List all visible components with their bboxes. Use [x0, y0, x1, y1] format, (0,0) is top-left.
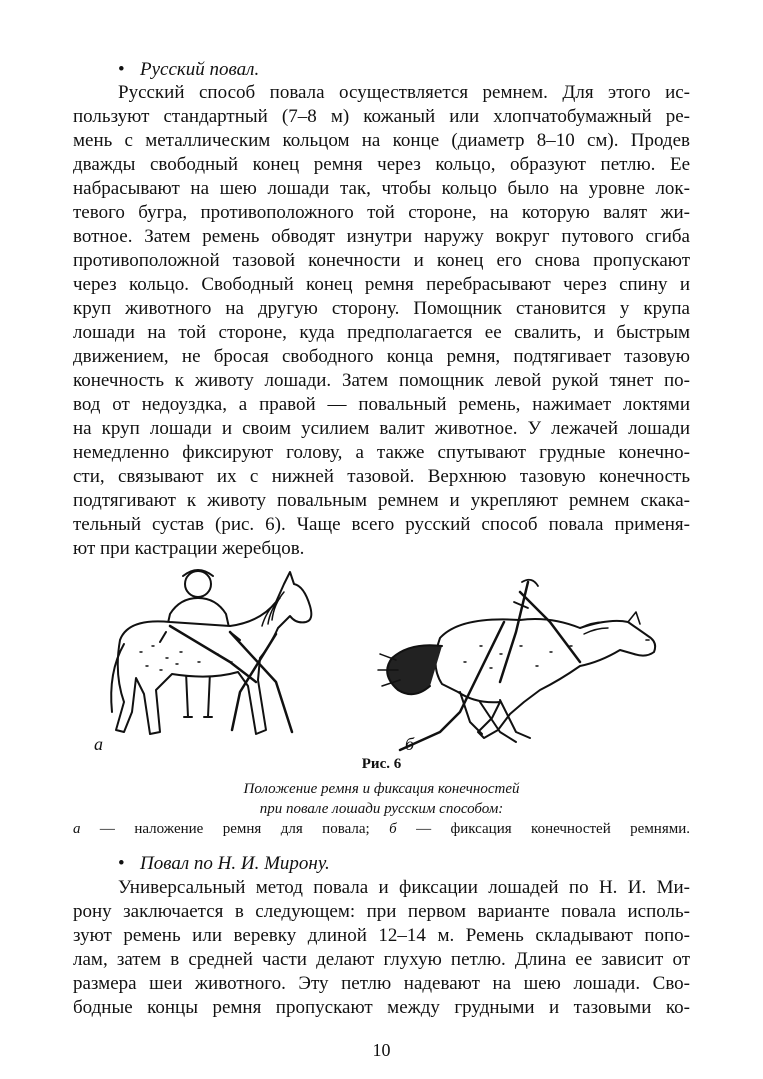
paragraph-line: Русский способ повала осуществляется ремнем. Для этого ис- [118, 82, 690, 103]
paragraph-line: сти, связывают их с нижней тазовой. Верхнюю тазовую конечность [73, 466, 690, 487]
heading-text: Повал по Н. И. Мирону. [140, 853, 330, 874]
paragraph-line: зуют ремень или веревку длиной 12–14 м. Ремень складывают попо- [73, 925, 690, 946]
legend-letter-b: б [389, 821, 397, 837]
paragraph-line: подтягивают к животу повальным ремнем и укрепляют ремнем скака- [73, 490, 690, 511]
paragraph-line: лошади на той стороне, куда предполагается ее свалить, и быстрым [73, 322, 690, 343]
paragraph-line: на круп лошади и своим усилием валит животное. У лежачей лошади [73, 418, 690, 439]
paragraph-line: Универсальный метод повала и фиксации лошадей по Н. И. Ми- [118, 877, 690, 898]
paragraph-line: движением, не бросая свободного конца ремня, подтягивает тазовую [73, 346, 690, 367]
figure-legend [73, 819, 690, 839]
section-heading-miron [118, 852, 330, 876]
legend-text-b: — фиксация конечностей ремнями. [396, 821, 691, 837]
paragraph-line: противоположной тазовой конечности и конец его снова пропускают [73, 250, 690, 271]
paragraph-line: бодные концы ремня пропускают между грудными и тазовыми ко- [73, 997, 690, 1018]
paragraph-miron-method [73, 876, 690, 1020]
paragraph-line: рону заключается в следующем: при первом варианте повала исполь- [73, 901, 690, 922]
paragraph-line: тельный сустав (рис. 6). Чаще всего русский способ повала применя- [73, 514, 690, 535]
paragraph-line: мень с металлическим кольцом на конце (диаметр 8–10 см). Продев [73, 130, 690, 151]
figure-caption-line: при повале лошади русским способом: [259, 801, 504, 817]
figure-caption-line: Положение ремня и фиксация конечностей [243, 781, 520, 797]
paragraph-line: набрасывают на шею лошади так, чтобы кольцо было на уровне лок- [73, 178, 690, 199]
paragraph-line: через кольцо. Свободный конец ремня перебрасывают через спину и [73, 274, 690, 295]
paragraph-line: дважды свободный конец ремня через кольцо, образуют петлю. Ее [73, 154, 690, 175]
heading-text: Русский повал. [140, 59, 260, 80]
paragraph-line: немедленно фиксируют голову, а также спутывают грудные конечно- [73, 442, 690, 463]
bullet-icon: • [118, 853, 125, 874]
paragraph-line: конечность к животу лошади. Затем помощник левой рукой тянет по- [73, 370, 690, 391]
page-number: 10 [372, 1040, 391, 1060]
paragraph-line: вотное. Затем ремень обводят изнутри наружу вокруг путового сгиба [73, 226, 690, 247]
legend-letter-a: а [73, 821, 81, 837]
paragraph-line: размера шеи животного. Эту петлю надевают на шею лошади. Сво- [73, 973, 690, 994]
paragraph-line: пользуют стандартный (7–8 м) кожаный или хлопчатобумажный ре- [73, 106, 690, 127]
fallen-horse-illustration [378, 580, 655, 750]
figure-title: Рис. 6 [361, 756, 402, 772]
paragraph-line: ют при кастрации жеребцов. [73, 538, 305, 559]
paragraph-line: лам, затем в средней части делают глухую петлю. Длина ее зависит от [73, 949, 690, 970]
figure-label-b: б [405, 734, 415, 754]
paragraph-line: круп животного на другую сторону. Помощник становится у крупа [73, 298, 690, 319]
bullet-icon: • [118, 59, 125, 80]
horse-illustrations [80, 562, 685, 754]
paragraph-line: вод от недоуздка, а правой — повальный ремень, нажимает локтями [73, 394, 690, 415]
figure-horse-casting [80, 562, 685, 754]
figure-label-a: а [94, 734, 103, 754]
standing-horse-illustration [111, 570, 311, 734]
section-heading-russian [118, 58, 259, 82]
paragraph-line: тевого бугра, противоположного той стороне, на которую валят жи- [73, 202, 690, 223]
legend-text-a: — наложение ремня для повала; [80, 821, 390, 837]
paragraph-russian-method [73, 81, 690, 561]
